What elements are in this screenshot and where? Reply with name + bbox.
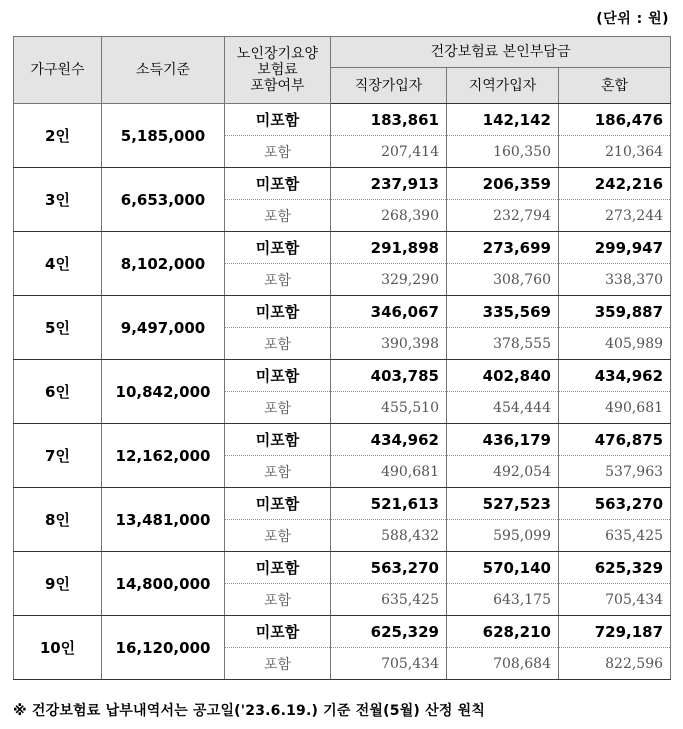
regional-cell: 628,210: [447, 616, 559, 648]
ltc-status-cell: 미포함: [225, 232, 331, 264]
ltc-status-cell: 포함: [225, 328, 331, 360]
employee-cell: 563,270: [331, 552, 447, 584]
employee-header: 직장가입자: [331, 68, 447, 104]
income-cell: 13,481,000: [102, 488, 225, 552]
mixed-cell: 273,244: [559, 200, 671, 232]
household-cell: 2인: [14, 104, 102, 168]
regional-cell: 335,569: [447, 296, 559, 328]
regional-cell: 273,699: [447, 232, 559, 264]
employee-cell: 390,398: [331, 328, 447, 360]
mixed-cell: 537,963: [559, 456, 671, 488]
ltc-status-cell: 미포함: [225, 488, 331, 520]
ltc-status-cell: 포함: [225, 392, 331, 424]
income-header: 소득기준: [102, 37, 225, 104]
employee-cell: 490,681: [331, 456, 447, 488]
ltc-header-line1: 노인장기요양: [236, 46, 319, 62]
premium-table: [13, 36, 671, 680]
ltc-header-line2: 보험료: [257, 62, 298, 78]
ltc-status-cell: 포함: [225, 136, 331, 168]
household-cell: 8인: [14, 488, 102, 552]
household-header: 가구원수: [14, 37, 102, 104]
table-row: [14, 168, 671, 200]
table-header: [14, 37, 671, 104]
income-cell: 16,120,000: [102, 616, 225, 680]
mixed-cell: 299,947: [559, 232, 671, 264]
ltc-status-cell: 포함: [225, 264, 331, 296]
income-cell: 5,185,000: [102, 104, 225, 168]
table-row: [14, 104, 671, 136]
regional-cell: 570,140: [447, 552, 559, 584]
mixed-cell: 729,187: [559, 616, 671, 648]
income-cell: 9,497,000: [102, 296, 225, 360]
ltc-status-cell: 미포함: [225, 104, 331, 136]
employee-cell: 635,425: [331, 584, 447, 616]
employee-cell: 268,390: [331, 200, 447, 232]
regional-cell: 206,359: [447, 168, 559, 200]
mixed-cell: 405,989: [559, 328, 671, 360]
ltc-header-line3: 포함여부: [250, 78, 305, 94]
income-cell: 12,162,000: [102, 424, 225, 488]
table-row: [14, 360, 671, 392]
income-cell: 8,102,000: [102, 232, 225, 296]
employee-cell: 434,962: [331, 424, 447, 456]
ltc-status-cell: 포함: [225, 456, 331, 488]
table-body: [14, 104, 671, 680]
mixed-cell: 822,596: [559, 648, 671, 680]
mixed-header: 혼합: [559, 68, 671, 104]
mixed-cell: 210,364: [559, 136, 671, 168]
table-row: [14, 424, 671, 456]
regional-cell: 454,444: [447, 392, 559, 424]
household-cell: 5인: [14, 296, 102, 360]
mixed-cell: 186,476: [559, 104, 671, 136]
regional-cell: 643,175: [447, 584, 559, 616]
household-cell: 6인: [14, 360, 102, 424]
mixed-cell: 242,216: [559, 168, 671, 200]
employee-cell: 207,414: [331, 136, 447, 168]
household-cell: 4인: [14, 232, 102, 296]
regional-cell: 232,794: [447, 200, 559, 232]
mixed-cell: 490,681: [559, 392, 671, 424]
income-cell: 14,800,000: [102, 552, 225, 616]
ltc-header: [225, 37, 331, 104]
mixed-cell: 359,887: [559, 296, 671, 328]
mixed-cell: 635,425: [559, 520, 671, 552]
ltc-status-cell: 미포함: [225, 552, 331, 584]
ltc-status-cell: 포함: [225, 200, 331, 232]
ltc-status-cell: 포함: [225, 584, 331, 616]
employee-cell: 588,432: [331, 520, 447, 552]
household-cell: 7인: [14, 424, 102, 488]
ltc-status-cell: 미포함: [225, 424, 331, 456]
unit-label: (단위 : 원): [596, 11, 669, 27]
employee-cell: 705,434: [331, 648, 447, 680]
ltc-status-cell: 미포함: [225, 360, 331, 392]
regional-cell: 708,684: [447, 648, 559, 680]
table-row: [14, 232, 671, 264]
income-cell: 10,842,000: [102, 360, 225, 424]
household-cell: 9인: [14, 552, 102, 616]
regional-cell: 595,099: [447, 520, 559, 552]
mixed-cell: 434,962: [559, 360, 671, 392]
footnote: ※ 건강보험료 납부내역서는 공고일('23.6.19.) 기준 전월(5월) 산정 원칙: [13, 703, 486, 719]
ltc-status-cell: 미포함: [225, 616, 331, 648]
premium-group-header: 건강보험료 본인부담금: [331, 37, 671, 68]
income-cell: 6,653,000: [102, 168, 225, 232]
table-row: [14, 616, 671, 648]
ltc-status-cell: 미포함: [225, 168, 331, 200]
employee-cell: 455,510: [331, 392, 447, 424]
employee-cell: 291,898: [331, 232, 447, 264]
regional-header: 지역가입자: [447, 68, 559, 104]
ltc-status-cell: 포함: [225, 648, 331, 680]
mixed-cell: 625,329: [559, 552, 671, 584]
household-cell: 3인: [14, 168, 102, 232]
regional-cell: 142,142: [447, 104, 559, 136]
regional-cell: 378,555: [447, 328, 559, 360]
ltc-status-cell: 미포함: [225, 296, 331, 328]
regional-cell: 527,523: [447, 488, 559, 520]
employee-cell: 403,785: [331, 360, 447, 392]
employee-cell: 183,861: [331, 104, 447, 136]
table-row: [14, 552, 671, 584]
regional-cell: 492,054: [447, 456, 559, 488]
table-row: [14, 296, 671, 328]
employee-cell: 521,613: [331, 488, 447, 520]
mixed-cell: 476,875: [559, 424, 671, 456]
mixed-cell: 563,270: [559, 488, 671, 520]
ltc-status-cell: 포함: [225, 520, 331, 552]
household-cell: 10인: [14, 616, 102, 680]
regional-cell: 402,840: [447, 360, 559, 392]
regional-cell: 160,350: [447, 136, 559, 168]
employee-cell: 625,329: [331, 616, 447, 648]
employee-cell: 346,067: [331, 296, 447, 328]
employee-cell: 237,913: [331, 168, 447, 200]
mixed-cell: 705,434: [559, 584, 671, 616]
mixed-cell: 338,370: [559, 264, 671, 296]
table-row: [14, 488, 671, 520]
regional-cell: 308,760: [447, 264, 559, 296]
regional-cell: 436,179: [447, 424, 559, 456]
employee-cell: 329,290: [331, 264, 447, 296]
